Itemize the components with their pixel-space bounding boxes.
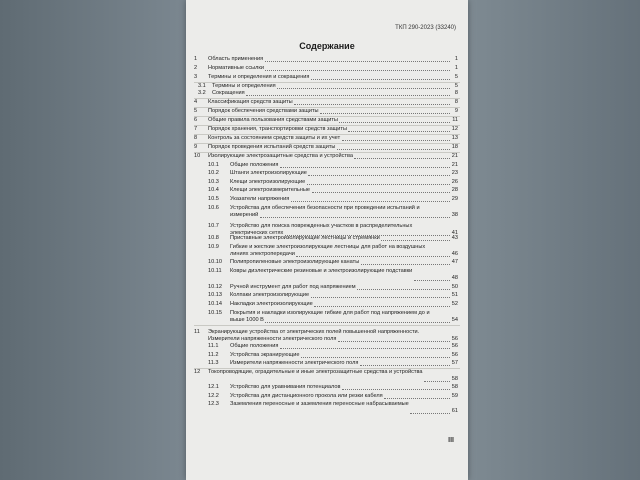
toc-entry-number: 10.10 (208, 259, 222, 265)
toc-entry-page: 29 (451, 196, 458, 202)
toc-entry-page: 58 (451, 376, 458, 382)
toc-dot-leader (414, 280, 450, 281)
toc-entry-number: 8 (194, 135, 198, 141)
toc-entry-title: Термины и определения (212, 83, 276, 89)
toc-entry-title: Классификация средств защиты (208, 99, 293, 105)
toc-entry-title: Приставные электроизолирующие лестницы и стремянки (230, 235, 380, 241)
toc-entry-number: 10 (194, 153, 201, 159)
toc-entry-number: 12 (194, 369, 201, 375)
toc-entry-page: 46 (451, 251, 458, 257)
toc-entry-page: 56 (451, 336, 458, 342)
toc-entry-title: Нормативные ссылки (208, 65, 264, 71)
toc-entry-page: 8 (454, 90, 458, 96)
toc-entry-page: 18 (451, 144, 458, 150)
toc-separator (194, 325, 460, 326)
toc-entry-page: 56 (451, 352, 458, 358)
toc-entry-page: 8 (454, 99, 458, 105)
background-left (0, 0, 186, 480)
toc-entry-page: 54 (451, 317, 458, 323)
toc-entry-page: 47 (451, 259, 458, 265)
toc-entry-title: Экранирующие устройства от электрических полей повышенной напряженности. Измерители напряженности электрического поля (208, 329, 420, 342)
toc-entry-number: 11.3 (208, 360, 219, 366)
page-title: Содержание (299, 41, 355, 51)
toc-entry-title: Указатели напряжения (230, 196, 290, 202)
toc-entry-page: 48 (451, 275, 458, 281)
toc-entry-number: 10.3 (208, 179, 219, 185)
toc-entry-page: 11 (452, 117, 458, 123)
toc-entry-page: 1 (454, 56, 458, 62)
toc-entry-number: 10.14 (208, 301, 222, 307)
toc-entry-title: Полипропиленовые электроизолирующие канаты (230, 259, 360, 265)
toc-entry-title: Порядок хранения, транспортировки средств защиты (208, 126, 347, 132)
toc-entry-title: Сокращения (212, 90, 245, 96)
toc-entry-page: 12 (451, 126, 458, 132)
toc-entry-title: Ручной инструмент для работ под напряжением (230, 284, 356, 290)
toc-entry-title: Колпаки электроизолирующие (230, 292, 310, 298)
toc-entry-page: 61 (451, 408, 458, 414)
toc-entry-number: 11.2 (208, 352, 219, 358)
toc-entry-page: 21 (451, 153, 458, 159)
toc-entry-number: 2 (194, 65, 198, 71)
document-code: ТКП 290-2023 (33240) (395, 25, 456, 31)
toc-entry-number: 10.1 (208, 162, 219, 168)
toc-entry-page: 50 (451, 284, 458, 290)
toc-entry-page: 51 (451, 292, 458, 298)
toc-entry-number: 10.9 (208, 244, 219, 250)
toc-entry-title: Покрытия и накладки изолирующие гибкие для работ под напряжением до и выше 1000 В (230, 310, 430, 323)
toc-entry-number: 10.11 (208, 268, 222, 274)
toc-entry-page: 23 (451, 170, 458, 176)
toc-entry-number: 10.12 (208, 284, 222, 290)
toc-entry-number: 3.1 (198, 83, 206, 89)
toc-entry-title: Ковры диэлектрические резиновые и электроизолирующие подставки (230, 268, 413, 274)
background-right (468, 0, 640, 480)
toc-entry-title: Термины и определения и сокращения (208, 74, 310, 80)
toc-entry-title: Устройства для обеспечения безопасности при проведении испытаний и измерений (230, 205, 420, 218)
toc-entry-title: Порядок проведения испытаний средств защиты (208, 144, 336, 150)
toc-entry-title: Устройства для дистанционного прокола или резки кабеля (230, 393, 383, 399)
toc-entry-number: 1 (194, 56, 198, 62)
toc-entry-number: 3 (194, 74, 198, 80)
toc-entry-title: Устройство для уравнивания потенциалов (230, 384, 341, 390)
toc-entry-number: 10.15 (208, 310, 222, 316)
toc-entry-page: 28 (451, 187, 458, 193)
toc-entry-title: Общие положения (230, 162, 279, 168)
toc-entry-title: Контроль за состоянием средств защиты и их учет (208, 135, 341, 141)
toc-entry-page: 26 (451, 179, 458, 185)
toc-entry-page: 59 (451, 393, 458, 399)
toc-entry-number: 10.7 (208, 223, 219, 229)
toc-dot-leader (424, 381, 450, 382)
toc-entry-number: 10.6 (208, 205, 219, 211)
toc-entry-title: Штанги электроизолирующие (230, 170, 307, 176)
toc-entry-title: Общие положения (230, 343, 279, 349)
toc-entry-title: Порядок обеспечения средствами защиты (208, 108, 319, 114)
toc-entry-page: 5 (454, 83, 458, 89)
toc-entry-page: 9 (454, 108, 458, 114)
toc-entry-number: 12.1 (208, 384, 219, 390)
toc-entry-title: Устройства экранирующие (230, 352, 300, 358)
toc-entry-number: 9 (194, 144, 198, 150)
toc-entry-page: 41 (451, 230, 458, 236)
document-page (186, 0, 468, 480)
toc-entry-number: 10.2 (208, 170, 219, 176)
toc-dot-leader (410, 413, 450, 414)
toc-entry-number: 12.2 (208, 393, 219, 399)
toc-entry-number: 10.4 (208, 187, 219, 193)
toc-entry-page: 43 (451, 235, 458, 241)
toc-entry-number: 11.1 (208, 343, 219, 349)
toc-entry-number: 10.13 (208, 292, 222, 298)
toc-entry-title: Токопроводящие, оградительные и иные электрозащитные средства и устройства (208, 369, 423, 375)
toc-entry-title: Клещи электроизолирующие (230, 179, 306, 185)
toc-entry-page: 5 (454, 74, 458, 80)
toc-entry-number: 3.2 (198, 90, 206, 96)
toc-entry-number: 10.5 (208, 196, 219, 202)
toc-entry-number: 6 (194, 117, 198, 123)
toc-entry-title: Общие правила пользования средствами защиты (208, 117, 338, 123)
toc-entry-number: 7 (194, 126, 198, 132)
toc-entry-title: Область применения (208, 56, 264, 62)
toc-entry-page: 58 (451, 384, 458, 390)
toc-entry-number: 4 (194, 99, 198, 105)
toc-entry-page: 13 (451, 135, 458, 141)
toc-entry-title: Изолирующие электрозащитные средства и устройства (208, 153, 353, 159)
toc-entry-number: 10.8 (208, 235, 219, 241)
toc-entry-page: 52 (451, 301, 458, 307)
toc-entry-title: Измерители напряженности электрического поля (230, 360, 359, 366)
toc-entry-page: 1 (454, 65, 458, 71)
toc-entry-page: 56 (451, 343, 458, 349)
toc-entry-title: Устройство для поиска поврежденных участков в распределительных электрических сетях (230, 223, 413, 236)
page-number: III (448, 437, 454, 444)
toc-entry-page: 57 (451, 360, 458, 366)
toc-entry-page: 38 (451, 212, 458, 218)
toc-entry-number: 11 (194, 329, 200, 335)
toc-entry-title: Заземления переносные и заземления переносные набрасываемые (230, 401, 409, 407)
toc-entry-page: 21 (451, 162, 458, 168)
toc-entry-number: 5 (194, 108, 198, 114)
toc-entry-title: Гибкие и жесткие электроизолирующие лестницы для работ на воздушных линиях электропередачи (230, 244, 426, 257)
toc-entry-title: Накладки электроизолирующие (230, 301, 313, 307)
toc-entry-title: Клещи электроизмерительные (230, 187, 311, 193)
toc-entry-number: 12.3 (208, 401, 219, 407)
